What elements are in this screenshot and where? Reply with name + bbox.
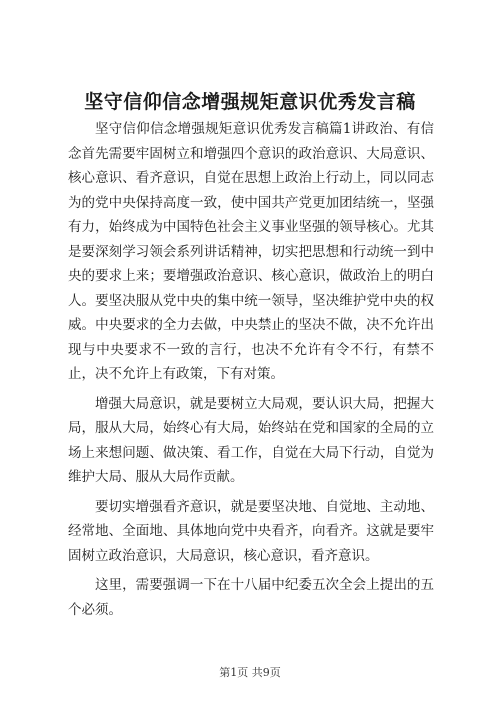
document-title: 坚守信仰信念增强规矩意识优秀发言稿 [84,91,416,113]
document-body [68,117,434,627]
paragraph: 这里，需要强调一下在十八届中纪委五次全会上提出的五个必须。 [68,577,434,618]
paragraph: 要切实增强看齐意识，就是要坚决地、自觉地、主动地、经常地、全面地、具体地向党中央看齐，向看齐。这就是要牢固树立政治意识，大局意识，核心意识，看齐意识。 [68,498,434,564]
page-footer: 第1页 共9页 [219,666,281,679]
paragraph: 增强大局意识，就是要树立大局观，要认识大局，把握大局，服从大局，始终心有大局，始终站在党和国家的全局的立场上来想问题、做决策、看工作，自觉在大局下行动，自觉为维护大局、服从大局作贡献。 [68,395,434,485]
paragraph: 坚守信仰信念增强规矩意识优秀发言稿篇1讲政治、有信念首先需要牢固树立和增强四个意识的政治意识、大局意识、核心意识、看齐意识，自觉在思想上政治上行动上，同以同志为的党中央保持高度一致，使中国共产党更加团结统一，坚强有力，始终成为中国特色社会主义事业坚强的领导核心。尤其是要深刻学习领会系列讲话精神，切实把思想和行动统一到中央的要求上来；要增强政治意识、核心意识，做政治上的明白人。要坚决服从党中央的集中统一领导，坚决维护党中央的权威。中央要求的全力去做，中央禁止的坚决不做，决不允许出现与中央要求不一致的言行，也决不允许有令不行，有禁不止，决不允许上有政策，下有对策。 [68,121,434,382]
